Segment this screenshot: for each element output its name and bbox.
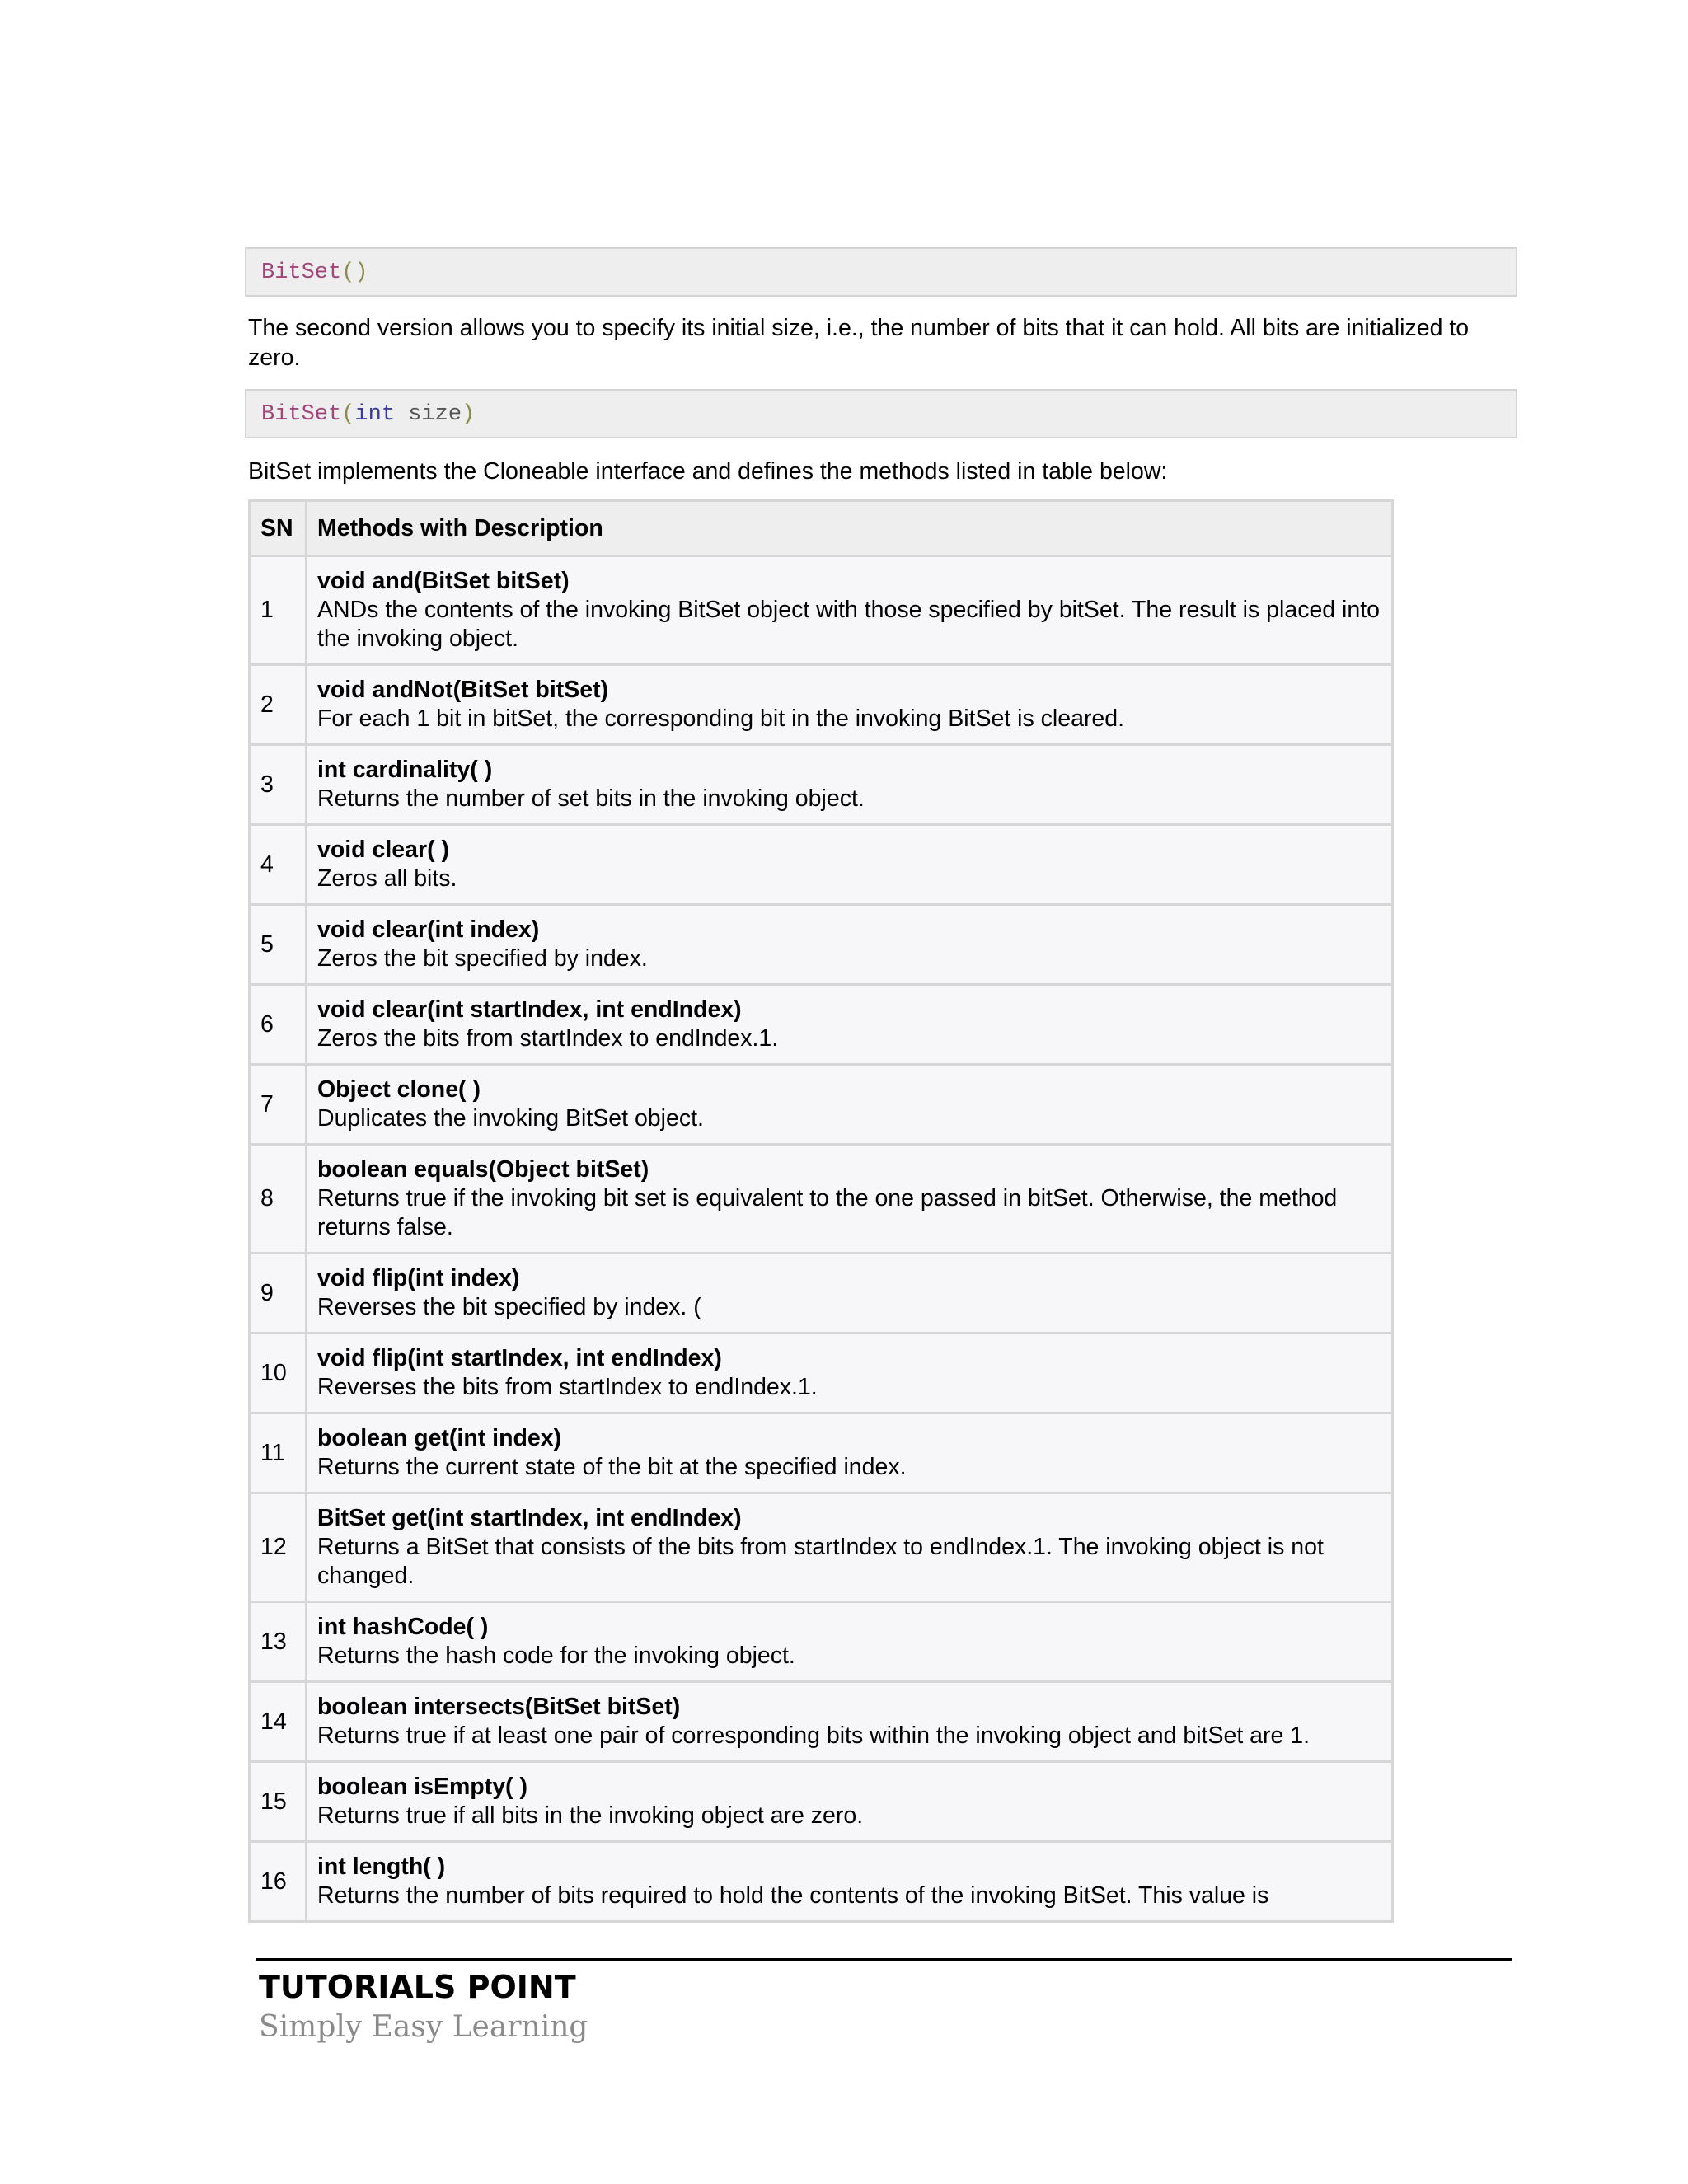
method-description: Returns the number of bits required to hold the contents of the invoking BitSet. This value is <box>317 1882 1269 1909</box>
table-row <box>250 1065 1393 1145</box>
row-sn: 13 <box>250 1602 307 1682</box>
row-method <box>307 1682 1393 1762</box>
table-row <box>250 556 1393 665</box>
code-keyword: int <box>354 402 396 427</box>
method-signature: int cardinality( ) <box>317 757 493 783</box>
row-method <box>307 1145 1393 1254</box>
method-signature: boolean isEmpty( ) <box>317 1774 528 1800</box>
row-sn: 14 <box>250 1682 307 1762</box>
code-function-name: BitSet <box>261 260 342 285</box>
row-sn: 4 <box>250 825 307 905</box>
table-row <box>250 825 1393 905</box>
table-row <box>250 1145 1393 1254</box>
row-sn: 11 <box>250 1413 307 1493</box>
method-signature: void clear(int startIndex, int endIndex) <box>317 996 742 1023</box>
row-method <box>307 665 1393 745</box>
row-sn: 1 <box>250 556 307 665</box>
footer-tagline: Simply Easy Learning <box>259 2010 588 2044</box>
table-row <box>250 905 1393 985</box>
row-sn: 7 <box>250 1065 307 1145</box>
method-description: Zeros the bit specified by index. <box>317 945 648 972</box>
methods-table <box>248 499 1394 1923</box>
method-signature: int hashCode( ) <box>317 1614 489 1640</box>
method-description: Reverses the bits from startIndex to endIndex.1. <box>317 1374 818 1400</box>
method-description: Returns true if the invoking bit set is equivalent to the one passed in bitSet. Otherwise, the method returns false. <box>317 1185 1338 1240</box>
row-sn: 2 <box>250 665 307 745</box>
method-description: Zeros all bits. <box>317 865 457 892</box>
row-method <box>307 556 1393 665</box>
method-signature: void and(BitSet bitSet) <box>317 568 570 594</box>
method-signature: void flip(int startIndex, int endIndex) <box>317 1345 722 1371</box>
table-row <box>250 1413 1393 1493</box>
table-row <box>250 1493 1393 1602</box>
method-description: Returns the current state of the bit at the specified index. <box>317 1454 907 1480</box>
method-signature: Object clone( ) <box>317 1076 481 1103</box>
code-block-size-constructor <box>245 389 1517 438</box>
row-sn: 6 <box>250 985 307 1065</box>
method-signature: boolean intersects(BitSet bitSet) <box>317 1694 681 1720</box>
table-row <box>250 745 1393 825</box>
method-signature: void andNot(BitSet bitSet) <box>317 677 609 703</box>
row-method <box>307 1762 1393 1842</box>
method-signature: boolean get(int index) <box>317 1425 562 1451</box>
code-close-paren: ) <box>354 260 368 285</box>
method-description: Returns the hash code for the invoking object. <box>317 1643 795 1669</box>
row-method <box>307 1333 1393 1413</box>
table-row <box>250 1842 1393 1922</box>
table-row <box>250 1682 1393 1762</box>
method-signature: void clear(int index) <box>317 916 540 943</box>
row-sn: 5 <box>250 905 307 985</box>
row-method <box>307 1065 1393 1145</box>
header-sn: SN <box>250 501 307 556</box>
method-description: Duplicates the invoking BitSet object. <box>317 1105 704 1132</box>
method-description: Reverses the bit specified by index. ( <box>317 1294 701 1320</box>
row-method <box>307 985 1393 1065</box>
row-method <box>307 1842 1393 1922</box>
row-method <box>307 745 1393 825</box>
row-sn: 8 <box>250 1145 307 1254</box>
code-function-name: BitSet <box>261 402 342 427</box>
table-row <box>250 1333 1393 1413</box>
row-sn: 3 <box>250 745 307 825</box>
row-sn: 15 <box>250 1762 307 1842</box>
footer-brand: TUTORIALS POINT <box>259 1969 576 2005</box>
method-signature: void clear( ) <box>317 837 449 863</box>
row-method <box>307 825 1393 905</box>
method-signature: BitSet get(int startIndex, int endIndex) <box>317 1505 742 1531</box>
method-description: Returns the number of set bits in the invoking object. <box>317 785 865 812</box>
row-sn: 9 <box>250 1254 307 1333</box>
code-block-default-constructor <box>245 247 1517 297</box>
table-row <box>250 1762 1393 1842</box>
page-content <box>245 247 1517 1923</box>
row-method <box>307 1493 1393 1602</box>
paragraph-second-version: The second version allows you to specify its initial size, i.e., the number of bits that it can hold. All bits are initialized to zero. <box>248 315 1470 371</box>
row-sn: 12 <box>250 1493 307 1602</box>
footer-divider <box>256 1958 1512 1961</box>
method-signature: void flip(int index) <box>317 1265 520 1291</box>
row-method <box>307 905 1393 985</box>
row-method <box>307 1602 1393 1682</box>
method-description: Returns true if all bits in the invoking object are zero. <box>317 1802 864 1829</box>
method-description: Zeros the bits from startIndex to endIndex.1. <box>317 1025 779 1052</box>
table-row <box>250 665 1393 745</box>
row-method <box>307 1254 1393 1333</box>
row-method <box>307 1413 1393 1493</box>
method-description: ANDs the contents of the invoking BitSet object with those specified by bitSet. The result is placed into the invoking object. <box>317 597 1381 652</box>
row-sn: 10 <box>250 1333 307 1413</box>
method-signature: int length( ) <box>317 1854 446 1880</box>
paragraph-cloneable-intro: BitSet implements the Cloneable interface and defines the methods listed in table below: <box>248 458 1168 485</box>
table-row <box>250 1602 1393 1682</box>
method-description: Returns true if at least one pair of corresponding bits within the invoking object and bitSet are 1. <box>317 1722 1311 1749</box>
method-signature: boolean equals(Object bitSet) <box>317 1156 649 1183</box>
table-row <box>250 1254 1393 1333</box>
row-sn: 16 <box>250 1842 307 1922</box>
code-close-paren: ) <box>462 402 476 427</box>
table-header-row <box>250 501 1393 556</box>
header-methods: Methods with Description <box>307 501 1393 556</box>
method-description: For each 1 bit in bitSet, the corresponding bit in the invoking BitSet is cleared. <box>317 705 1125 732</box>
method-description: Returns a BitSet that consists of the bits from startIndex to endIndex.1. The invoking object is not changed. <box>317 1534 1324 1589</box>
code-open-paren: ( <box>341 402 355 427</box>
table-row <box>250 985 1393 1065</box>
code-open-paren: ( <box>341 260 355 285</box>
code-argument: size <box>395 402 462 427</box>
